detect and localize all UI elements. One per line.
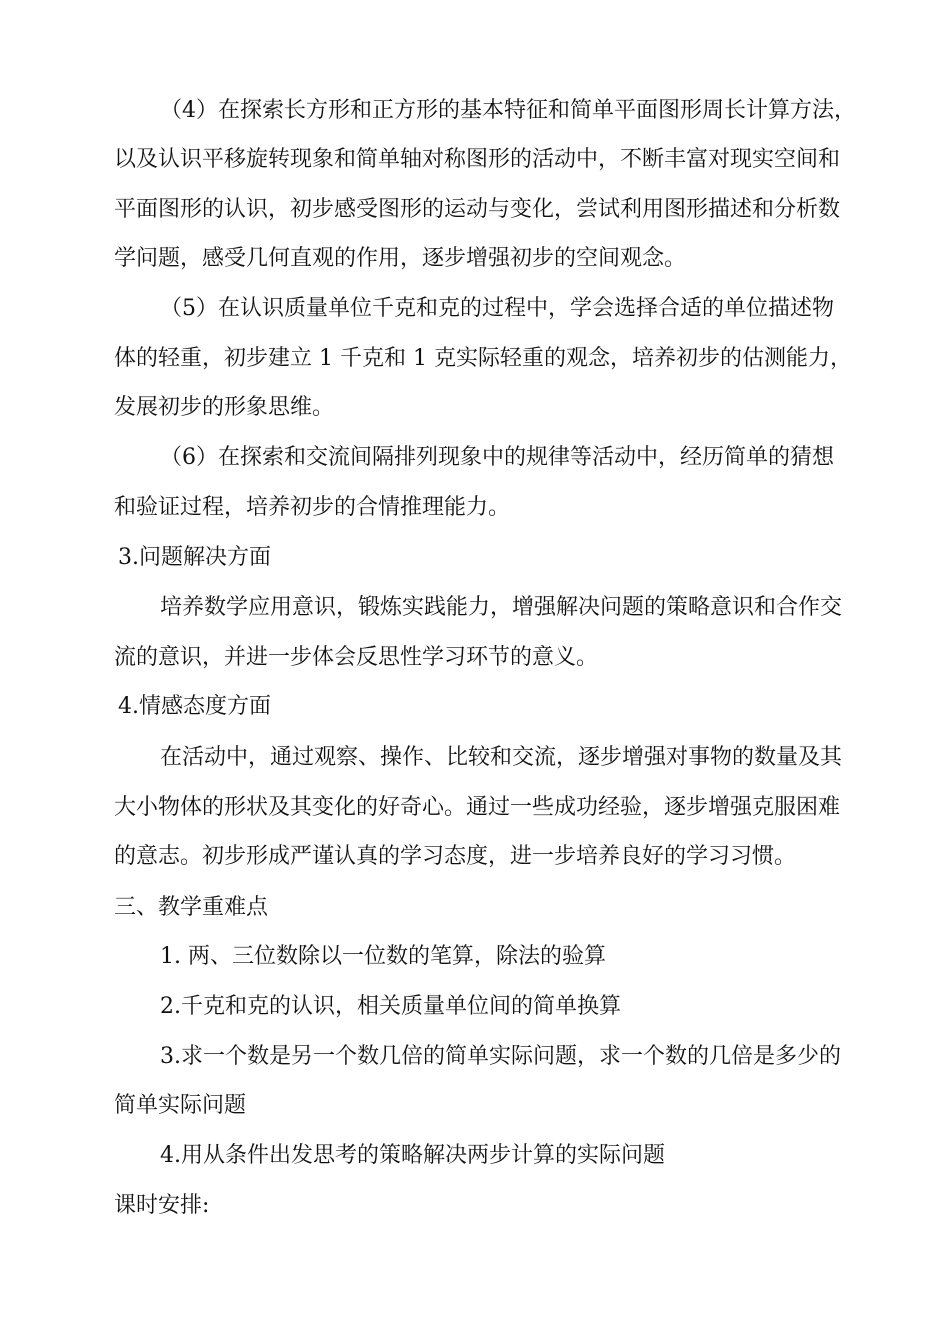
section-3-line-1: 培养数学应用意识，锻炼实践能力，增强解决问题的策略意识和合作交 <box>160 595 843 620</box>
paragraph-5-line-2: 体的轻重，初步建立 1 千克和 1 克实际轻重的观念，培养初步的估测能力， <box>114 346 852 371</box>
schedule-label: 课时安排: <box>114 1193 210 1218</box>
section-4-line-1: 在活动中，通过观察、操作、比较和交流，逐步增强对事物的数量及其 <box>160 745 843 770</box>
key-point-3-line-1: 3.求一个数是另一个数几倍的简单实际问题，求一个数的几倍是多少的 <box>160 1044 841 1069</box>
paragraph-4-line-3: 平面图形的认识，初步感受图形的运动与变化，尝试利用图形描述和分析数 <box>114 197 841 222</box>
key-point-4: 4.用从条件出发思考的策略解决两步计算的实际问题 <box>160 1143 665 1168</box>
section-3-line-2: 流的意识，并进一步体会反思性学习环节的意义。 <box>114 645 599 670</box>
key-point-1: 1. 两、三位数除以一位数的笔算，除法的验算 <box>160 944 606 969</box>
paragraph-6-line-1: （6）在探索和交流间隔排列现象中的规律等活动中，经历简单的猜想 <box>160 445 834 470</box>
paragraph-4-line-1: （4）在探索长方形和正方形的基本特征和简单平面图形周长计算方法， <box>160 98 856 123</box>
paragraph-4-line-4: 学问题，感受几何直观的作用，逐步增强初步的空间观念。 <box>114 246 687 271</box>
section-3-heading: 3.问题解决方面 <box>118 545 271 570</box>
paragraph-6-line-2: 和验证过程，培养初步的合情推理能力。 <box>114 495 511 520</box>
part-3-heading: 三、教学重难点 <box>114 895 269 920</box>
key-point-2: 2.千克和克的认识，相关质量单位间的简单换算 <box>160 994 621 1019</box>
section-4-line-3: 的意志。初步形成严谨认真的学习态度，进一步培养良好的学习习惯。 <box>114 844 797 869</box>
section-4-heading: 4.情感态度方面 <box>118 694 271 719</box>
paragraph-4-line-2: 以及认识平移旋转现象和简单轴对称图形的活动中，不断丰富对现实空间和 <box>114 147 841 172</box>
paragraph-5-line-3: 发展初步的形象思维。 <box>114 395 335 420</box>
paragraph-5-line-1: （5）在认识质量单位千克和克的过程中，学会选择合适的单位描述物 <box>160 296 834 321</box>
section-4-line-2: 大小物体的形状及其变化的好奇心。通过一些成功经验，逐步增强克服困难 <box>114 795 841 820</box>
key-point-3-line-2: 简单实际问题 <box>114 1093 247 1118</box>
